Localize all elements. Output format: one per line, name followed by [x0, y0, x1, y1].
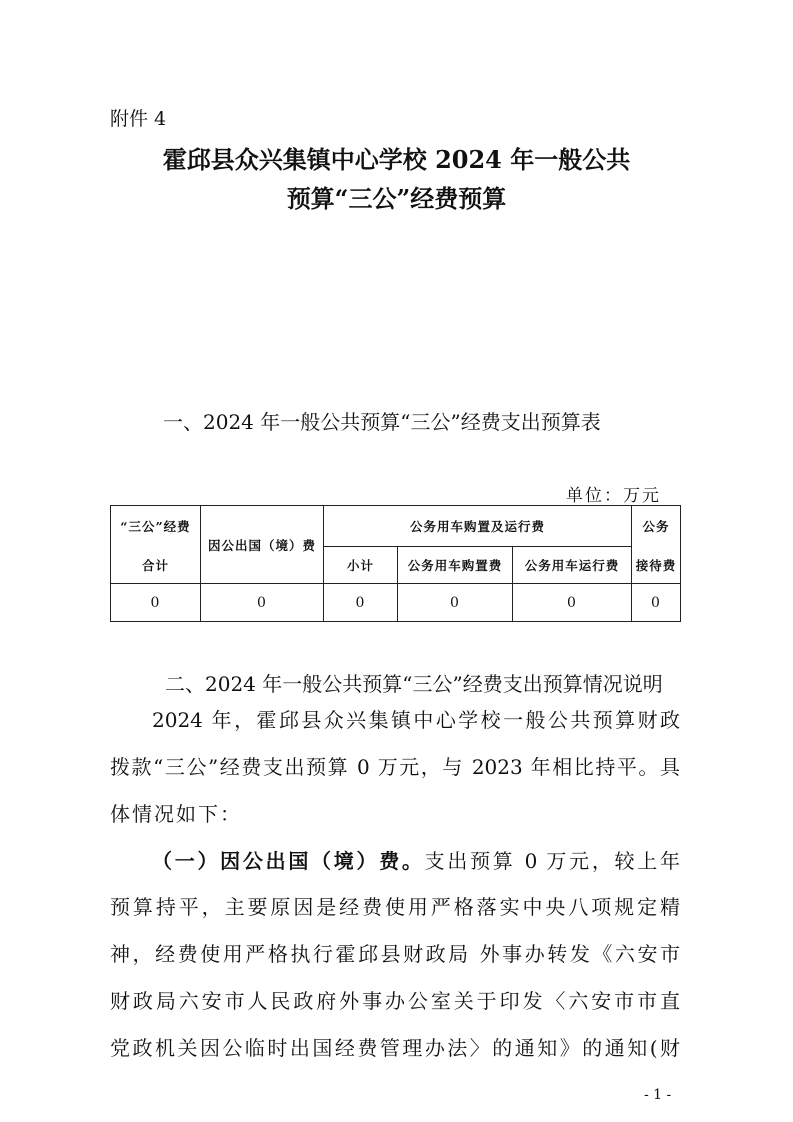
header-reception-top: 公务: [632, 506, 681, 547]
header-vehicle-purchase: 公务用车购置费: [398, 547, 513, 584]
value-vehicle-purchase: 0: [398, 584, 513, 622]
value-subtotal: 0: [324, 584, 398, 622]
header-total-bottom: 合计: [111, 547, 201, 584]
value-abroad: 0: [201, 584, 324, 622]
paragraph-line: 预算持平，主要原因是经费使用严格落实中央八项规定精: [110, 895, 680, 919]
header-vehicle-operation: 公务用车运行费: [513, 547, 632, 584]
value-reception: 0: [632, 584, 681, 622]
paragraph-line: 党政机关因公临时出国经费管理办法〉的通知》的通知(财: [110, 1036, 680, 1060]
header-abroad: 因公出国（境）费: [201, 506, 324, 584]
paragraph-line: 2024 年，霍邱县众兴集镇中心学校一般公共预算财政: [152, 708, 680, 732]
paragraph-text: 支出预算 0 万元，较上年: [424, 849, 680, 873]
paragraph-line: 体情况如下：: [110, 802, 242, 826]
document-title-line1: 霍邱县众兴集镇中心学校 2024 年一般公共: [162, 145, 631, 174]
header-total-top: “三公”经费: [111, 506, 201, 547]
unit-label: 单位：万元: [566, 486, 661, 506]
paragraph-line: [152, 849, 680, 873]
subsection-heading: （一）因公出国（境）费。: [152, 849, 425, 873]
section1-heading: 一、2024 年一般公共预算“三公”经费支出预算表: [163, 410, 601, 434]
paragraph-line: 拨款“三公”经费支出预算 0 万元，与 2023 年相比持平。具: [110, 755, 680, 779]
page-number: - 1 -: [644, 1087, 672, 1103]
header-vehicle: 公务用车购置及运行费: [324, 506, 632, 547]
value-total: 0: [111, 584, 201, 622]
attachment-label: 附件 4: [110, 108, 167, 130]
document-title-line2: 预算“三公”经费预算: [286, 184, 507, 213]
paragraph-line: 财政局六安市人民政府外事办公室关于印发〈六安市市直: [110, 989, 680, 1013]
value-vehicle-operation: 0: [513, 584, 632, 622]
budget-table: [110, 505, 681, 622]
header-subtotal: 小计: [324, 547, 398, 584]
section2-heading: 二、2024 年一般公共预算“三公”经费支出预算情况说明: [165, 672, 663, 696]
paragraph-line: 神，经费使用严格执行霍邱县财政局 外事办转发《六安市: [110, 942, 680, 966]
header-reception-bottom: 接待费: [632, 547, 681, 584]
